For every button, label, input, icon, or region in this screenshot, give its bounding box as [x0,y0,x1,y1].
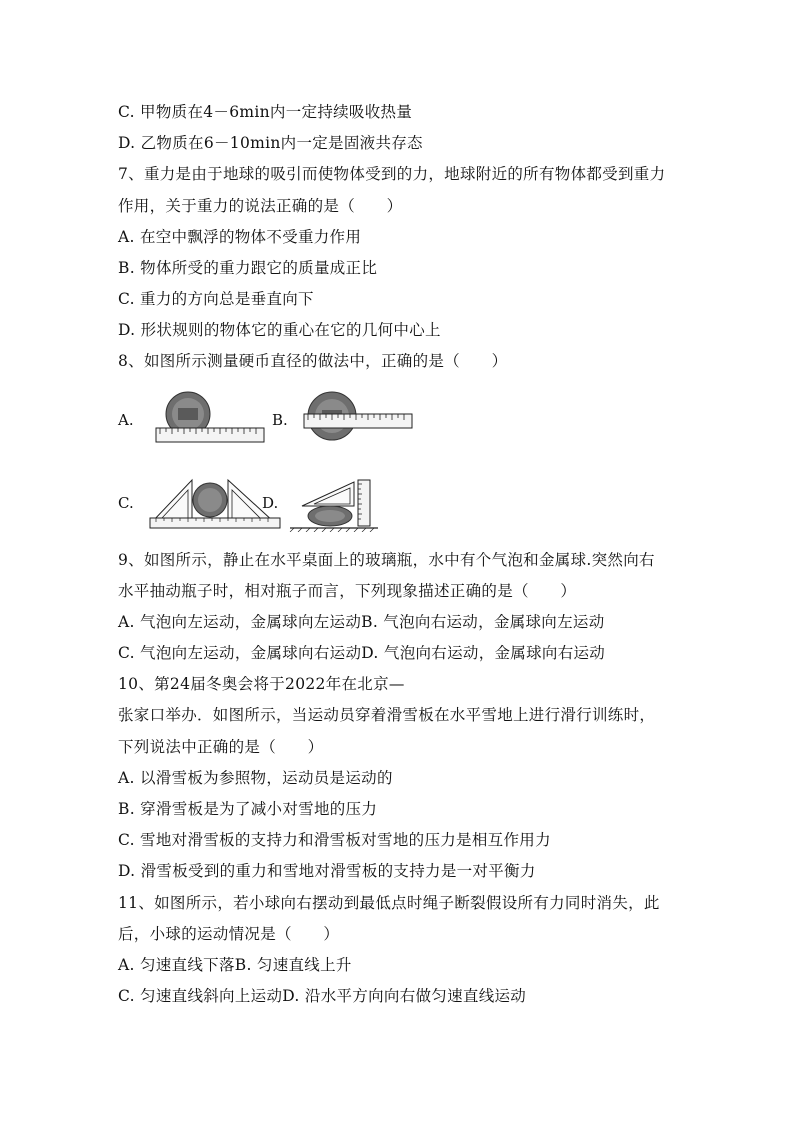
q7-option-a: A. 在空中飘浮的物体不受重力作用 [118,228,362,246]
q10-stem-line3: 下列说法中正确的是（ ） [118,738,324,756]
q9-options-cd: C. 气泡向左运动，金属球向右运动D. 气泡向右运动，金属球向右运动 [118,644,606,662]
q8-figure-label-a: A. [118,411,134,429]
q10-option-c: C. 雪地对滑雪板的支持力和滑雪板对雪地的压力是相互作用力 [118,831,551,849]
ruler-icon [150,518,280,528]
q6-option-c: C. 甲物质在4－6min内一定持续吸收热量 [118,103,413,121]
set-square-icon [152,480,192,522]
q8-figure-label-b: B. [272,411,288,429]
q7-stem-line1: 7、重力是由于地球的吸引而使物体受到的力，地球附近的所有物体都受到重力 [118,165,666,183]
q10-option-d: D. 滑雪板受到的重力和雪地对滑雪板的支持力是一对平衡力 [118,862,536,880]
q6-option-d: D. 乙物质在6－10min内一定是固液共存态 [118,134,423,152]
set-square-icon [302,482,354,506]
q11-options-ab: A. 匀速直线下落B. 匀速直线上升 [118,956,352,974]
q11-options-cd: C. 匀速直线斜向上运动D. 沿水平方向向右做匀速直线运动 [118,987,527,1005]
q8-stem: 8、如图所示测量硬币直径的做法中，正确的是（ ） [118,352,508,370]
q10-stem-line1: 10、第24届冬奥会将于2022年在北京— [118,675,405,693]
q8-figure-label-c: C. [118,494,134,512]
q7-option-d: D. 形状规则的物体它的重心在它的几何中心上 [118,321,441,339]
q11-stem-line1: 11、如图所示，若小球向右摆动到最低点时绳子断裂假设所有力同时消失，此 [118,894,660,912]
q8-figure-a [154,390,266,452]
coin-icon [308,506,352,526]
ruler-icon [304,414,412,428]
q11-stem-line2: 后，小球的运动情况是（ ） [118,925,340,943]
coin-icon [193,483,227,517]
q10-option-a: A. 以滑雪板为参照物，运动员是运动的 [118,769,393,787]
ruler-icon [156,428,264,442]
q7-stem-line2: 作用，关于重力的说法正确的是（ ） [118,197,403,215]
q7-option-c: C. 重力的方向总是垂直向下 [118,290,314,308]
q8-figure-d [288,474,380,532]
q9-stem-line1: 9、如图所示，静止在水平桌面上的玻璃瓶，水中有个气泡和金属球.突然向右 [118,551,655,569]
q8-figure-label-d: D. [262,494,279,512]
q9-stem-line2: 水平抽动瓶子时，相对瓶子而言，下列现象描述正确的是（ ） [118,582,577,600]
q9-options-ab: A. 气泡向左运动，金属球向左运动B. 气泡向右运动，金属球向左运动 [118,613,605,631]
q7-option-b: B. 物体所受的重力跟它的质量成正比 [118,259,378,277]
q10-stem-line2: 张家口举办．如图所示，当运动员穿着滑雪板在水平雪地上进行滑行训练时， [118,706,656,724]
q8-figure-b [300,390,416,446]
q10-option-b: B. 穿滑雪板是为了减小对雪地的压力 [118,800,378,818]
ruler-icon [358,480,370,526]
